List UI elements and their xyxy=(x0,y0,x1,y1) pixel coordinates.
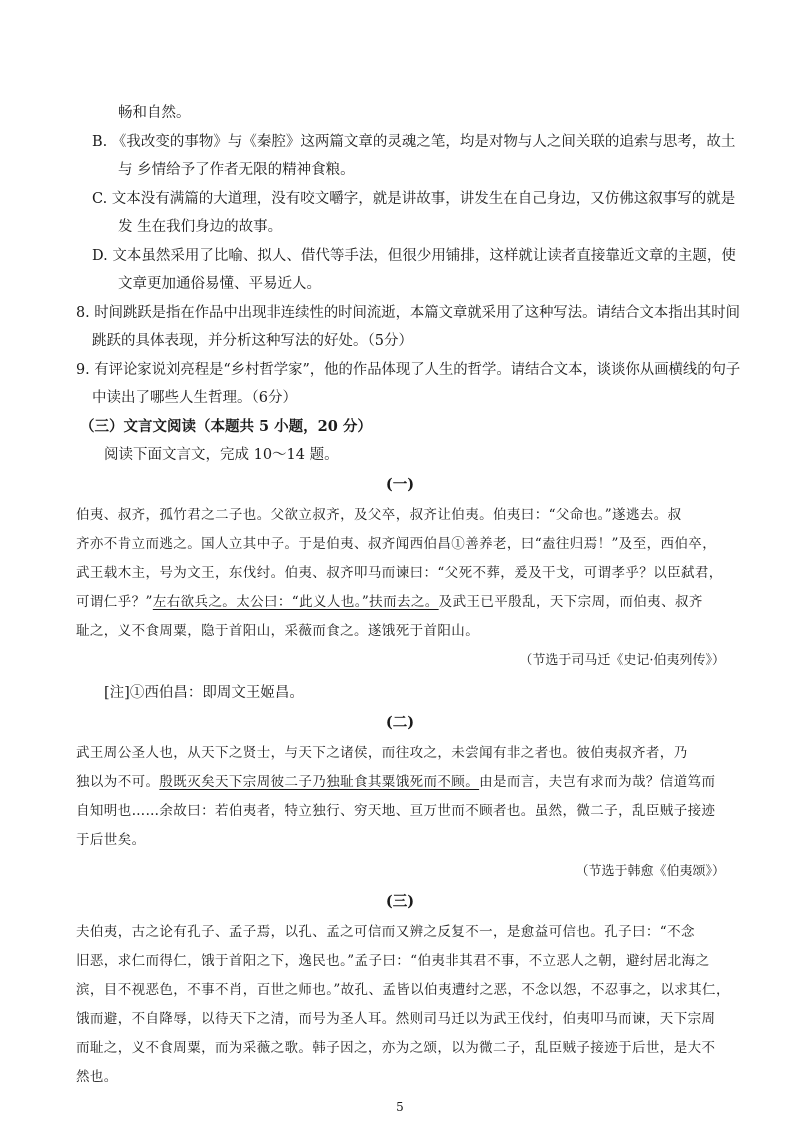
passage-3-line-3: 滨，目不视恶色，不事不肖，百世之师也。”故孔、孟皆以伯夷遭纣之恶，不念以怨，不忍事之，以求其仁， xyxy=(76,982,730,998)
passage-3-line-6: 然也。 xyxy=(76,1069,118,1085)
passage-2-line-2-tail: 由是而言，夫岂有求而为哉？信道笃而 xyxy=(479,774,716,790)
passage-2-line-2-plain: 独以为不可。 xyxy=(76,774,160,790)
question-9-line-1: 9. 有评论家说刘亮程是“乡村哲学家”，他的作品体现了人生的哲学。请结合文本，谈谈你从画横线的句子 xyxy=(76,362,741,378)
passage-1-line-3: 武王载木主，号为文王，东伐纣。伯夷、叔齐叩马而谏曰：“父死不葬，爰及干戈，可谓孝乎？以臣弑君， xyxy=(76,565,723,581)
option-c-line-1: C. 文本没有满篇的大道理，没有咬文嚼字，就是讲故事，讲发生在自己身边，又仿佛这叙事写的就是 xyxy=(92,191,736,207)
question-9-line-2: 中读出了哪些人生哲理。（6分） xyxy=(92,390,297,406)
option-d-line-2: 文章更加通俗易懂、平易近人。 xyxy=(118,276,321,292)
option-b-line-2: 与 乡情给予了作者无限的精神食粮。 xyxy=(118,162,355,178)
passage-1-source: （节选于司马迁《史记·伯夷列传》） xyxy=(519,653,725,668)
passage-3-line-1: 夫伯夷，古之论有孔子、孟子焉，以孔、孟之可信而又辨之反复不一，是愈益可信也。孔子曰：“不念 xyxy=(76,924,695,940)
passage-1-heading: (一) xyxy=(385,476,415,493)
passage-1-line-1: 伯夷、叔齐，孤竹君之二子也。父欲立叔齐，及父卒，叔齐让伯夷。伯夷曰：“父命也。”遂逃去。叔 xyxy=(76,507,682,523)
passage-2-heading: (二) xyxy=(385,714,415,731)
passage-2-line-1: 武王周公圣人也，从天下之贤士，与天下之诸侯，而往攻之，未尝闻有非之者也。彼伯夷叔齐者，乃 xyxy=(76,745,688,761)
passage-2-underlined-sentence: 殷既灭矣天下宗周彼二子乃独耻食其粟饿死而不顾。 xyxy=(159,774,480,790)
option-c-line-2: 发 生在我们身边的故事。 xyxy=(118,219,283,235)
passage-1-note: [注]①西伯昌：即周文王姬昌。 xyxy=(104,685,304,701)
option-b-line-1: B. 《我改变的事物》与《秦腔》这两篇文章的灵魂之笔，均是对物与人之间关联的追索与思考，故土 xyxy=(92,134,736,150)
passage-1-line-4-plain: 可谓仁乎？” xyxy=(76,594,153,610)
question-8-line-1: 8. 时间跳跃是指在作品中出现非连续性的时间流逝，本篇文章就采用了这种写法。请结合文本指出其时间 xyxy=(76,305,740,321)
page-number: 5 xyxy=(396,1100,404,1114)
passage-2-source: （节选于韩愈《伯夷颂》） xyxy=(575,864,725,879)
passage-2-line-3: 自知明也……余故曰：若伯夷者，特立独行、穷天地、亘万世而不顾者也。虽然，微二子，乱臣贼子接迹 xyxy=(76,803,716,819)
passage-1-underlined-sentence: 左右欲兵之。太公曰：“此义人也。”扶而去之。 xyxy=(152,594,439,610)
passage-3-line-2: 旧恶，求仁而得仁，饿于首阳之下，逸民也。”孟子曰：“伯夷非其君不事，不立恶人之朝，避纣居北海之 xyxy=(76,953,710,969)
passage-1-line-2: 齐亦不肯立而逃之。国人立其中子。于是伯夷、叔齐闻西伯昌①善养老，曰“盍往归焉！”及至，西伯卒， xyxy=(76,536,717,552)
section-title: （三）文言文阅读（本题共 5 小题，20 分） xyxy=(80,418,372,435)
option-d-line-1: D. 文本虽然采用了比喻、拟人、借代等手法，但很少用铺排，这样就让读者直接靠近文章的主题，使 xyxy=(92,248,736,264)
passage-1-line-5: 耻之，义不食周粟，隐于首阳山，采薇而食之。遂饿死于首阳山。 xyxy=(76,623,480,639)
passage-1-line-4-tail: 及武王已平殷乱，天下宗周，而伯夷、叔齐 xyxy=(438,594,703,610)
option-a-continuation: 畅和自然。 xyxy=(118,105,191,121)
passage-2-line-2 xyxy=(76,772,715,792)
question-8-line-2: 跳跃的具体表现，并分析这种写法的好处。（5分） xyxy=(92,333,413,349)
passage-3-heading: (三) xyxy=(385,893,415,910)
passage-3-line-5: 而耻之，义不食周粟，而为采薇之歌。韩子因之，亦为之颂，以为微二子，乱臣贼子接迹于后世，是大不 xyxy=(76,1040,716,1056)
section-instruction: 阅读下面文言文，完成 10～14 题。 xyxy=(104,447,339,463)
passage-1-line-4 xyxy=(76,592,703,612)
passage-3-line-4: 饿而避，不自降辱，以待天下之清，而号为圣人耳。然则司马迁以为武王伐纣，伯夷叩马而谏，天下宗周 xyxy=(76,1011,716,1027)
passage-2-line-4: 于后世矣。 xyxy=(76,832,146,848)
